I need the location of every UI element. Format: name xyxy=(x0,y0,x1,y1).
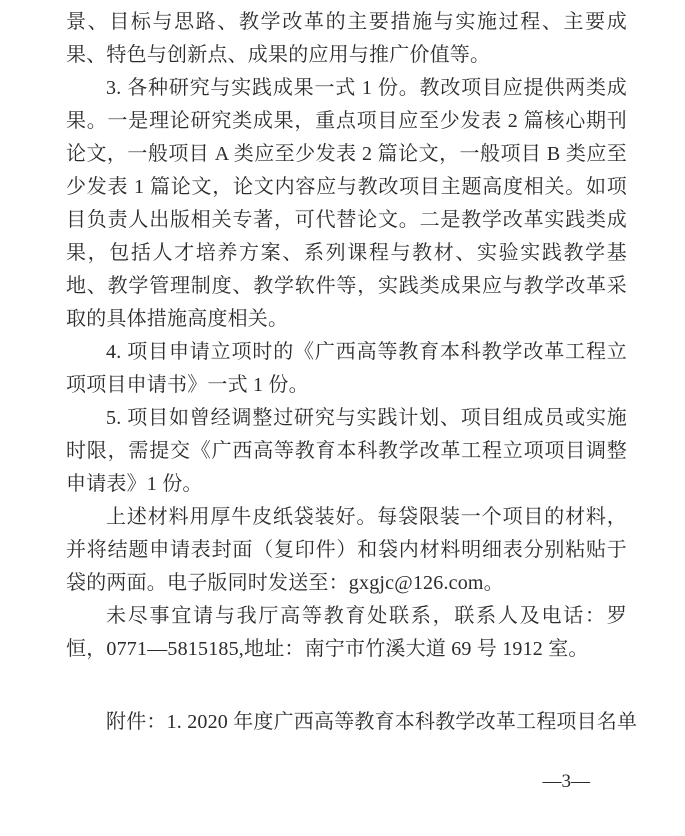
paragraph-packaging-instructions: 上述材料用厚牛皮纸袋装好。每袋限装一个项目的材料，并将结题申请表封面（复印件）和袋内材料明细表分别粘贴于袋的两面。电子版同时发送至：gxgjc@126.com。 xyxy=(66,506,627,594)
paragraph-item-5-adjustment-form: 5. 项目如曾经调整过研究与实践计划、项目组成员或实施时限，需提交《广西高等教育本科教学改革工程立项项目调整申请表》1 份。 xyxy=(66,407,627,495)
paragraph-overview-continuation: 景、目标与思路、教学改革的主要措施与实施过程、主要成果、特色与创新点、成果的应用与推广价值等。 xyxy=(66,11,627,66)
paragraph-item-3-research-outcomes: 3. 各种研究与实践成果一式 1 份。教改项目应提供两类成果。一是理论研究类成果，重点项目应至少发表 2 篇核心期刊论文，一般项目 A 类应至少发表 2 篇论文，一般项目 B 类应至少发表 1 篇论文，论文内容应与教改项目主题高度相关。如项目负责人出版相关专著，可代替论文。二是教学改革实践类成果，包括人才培养方案、系列课程与教材、实验实践教学基地、教学管理制度、教学软件等，实践类成果应与教学改革采取的具体措施高度相关。 xyxy=(66,77,627,330)
document-body xyxy=(66,6,638,739)
paragraph-contact-info: 未尽事宜请与我厅高等教育处联系，联系人及电话：罗恒，0771—5815185,地址：南宁市竹溪大道 69 号 1912 室。 xyxy=(66,605,627,660)
attachment-line: 附件：1. 2020 年度广西高等教育本科教学改革工程项目名单 xyxy=(106,711,638,733)
paragraph-item-4-application-form: 4. 项目申请立项时的《广西高等教育本科教学改革工程立项项目申请书》一式 1 份。 xyxy=(66,341,627,396)
page-number: —3— xyxy=(542,771,590,792)
